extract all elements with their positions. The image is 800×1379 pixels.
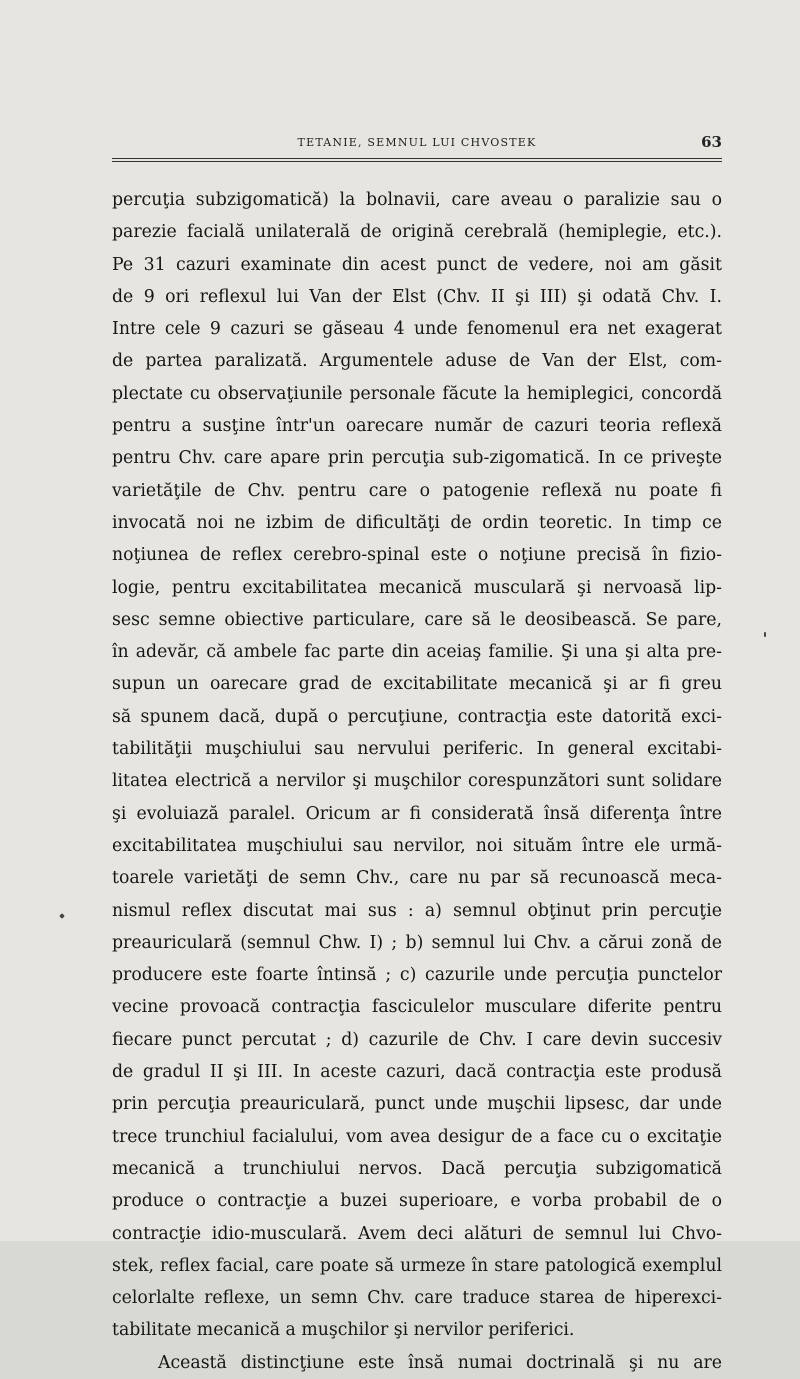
text-line: trece trunchiul facialului, vom avea desigur de a face cu o excitaţie: [112, 1126, 722, 1147]
text-line: litatea electrică a nervilor şi muşchilor corespunzători sunt solidare: [112, 771, 722, 792]
margin-speck: [59, 913, 65, 919]
text-line: nismul reflex discutat mai sus : a) semnul obţinut prin percuţie: [112, 900, 722, 921]
text-line: parezie facială unilaterală de origină cerebrală (hemiplegie, etc.).: [112, 222, 722, 243]
text-line: Pe 31 cazuri examinate din acest punct de vedere, noi am găsit: [112, 254, 722, 275]
text-line: invocată noi ne izbim de dificultăţi de ordin teoretic. In timp ce: [112, 512, 722, 533]
text-line: contracţie idio-musculară. Avem deci alături de semnul lui Chvo-: [112, 1223, 722, 1244]
text-line: vecine provoacă contracţia fasciculelor musculare diferite pentru: [112, 997, 722, 1018]
text-line: noţiunea de reflex cerebro-spinal este o noţiune precisă în fizio-: [112, 545, 722, 566]
text-line: produce o contracţie a buzei superioare, e vorba probabil de o: [112, 1191, 722, 1212]
text-line: prin percuţia preauriculară, punct unde muşchii lipsesc, dar unde: [112, 1094, 722, 1115]
text-line: toarele varietăţi de semn Chv., care nu par să recunoască meca-: [112, 868, 722, 889]
text-line: plectate cu observaţiunile personale făcute la hemiplegici, concordă: [112, 383, 722, 404]
page-header: [112, 133, 722, 156]
text-line: stek, reflex facial, care poate să urmeze în stare patologică exemplul: [112, 1255, 722, 1276]
text-line: excitabilitatea muşchiului sau nervilor, noi situăm între ele urmă-: [112, 835, 722, 856]
running-title: TETANIE, SEMNUL LUI CHVOSTEK: [297, 136, 537, 149]
text-line: să spunem dacă, după o percuţiune, contracţia este datorită exci-: [112, 706, 722, 727]
page-number: 63: [701, 133, 722, 151]
text-line: de partea paralizată. Argumentele aduse de Van der Elst, com-: [112, 351, 722, 372]
text-line: pentru Chv. care apare prin percuţia sub-zigomatică. In ce priveşte: [112, 448, 722, 469]
text-line: mecanică a trunchiului nervos. Dacă percuţia subzigomatică: [112, 1158, 722, 1179]
text-line: producere este foarte întinsă ; c) cazurile unde percuţia punctelor: [112, 965, 722, 986]
text-line: preauriculară (semnul Chw. I) ; b) semnul lui Chv. a cărui zonă de: [112, 932, 722, 953]
text-line: sesc semne obiective particulare, care să le deosibească. Se pare,: [112, 609, 722, 630]
header-rule-top: [112, 158, 722, 159]
text-line: de gradul II şi III. In aceste cazuri, dacă contracţia este produsă: [112, 1062, 722, 1083]
text-line: tabilităţii muşchiului sau nervului periferic. In general excitabi-: [112, 739, 722, 760]
text-line: Această distincţiune este însă numai doctrinală şi nu are: [158, 1352, 722, 1373]
text-line: varietăţile de Chv. pentru care o patogenie reflexă nu poate fi: [112, 480, 722, 501]
text-line: în adevăr, că ambele fac parte din aceiaş familie. Şi una şi alta pre-: [112, 642, 722, 663]
text-line: de 9 ori reflexul lui Van der Elst (Chv. II şi III) şi odată Chv. I.: [112, 286, 722, 307]
text-line: tabilitate mecanică a muşchilor şi nervilor periferici.: [112, 1320, 575, 1341]
body-text: [112, 184, 722, 1379]
text-line: Intre cele 9 cazuri se găseau 4 unde fenomenul era net exagerat: [112, 319, 722, 340]
header-rule-bottom: [112, 161, 722, 162]
text-line: supun un oarecare grad de excitabilitate mecanică şi ar fi greu: [112, 674, 722, 695]
text-line: logie, pentru excitabilitatea mecanică musculară şi nervoasă lip-: [112, 577, 722, 598]
text-line: pentru a susţine într'un oarecare număr de cazuri teoria reflexă: [112, 416, 722, 437]
text-line: şi evoluiază paralel. Oricum ar fi considerată însă diferenţa între: [112, 803, 722, 824]
text-line: percuţia subzigomatică) la bolnavii, care aveau o paralizie sau o: [112, 190, 722, 210]
margin-speck: [764, 632, 766, 637]
text-line: celorlalte reflexe, un semn Chv. care traduce starea de hiperexci-: [112, 1288, 722, 1309]
text-line: fiecare punct percutat ; d) cazurile de Chv. I care devin succesiv: [112, 1029, 722, 1050]
